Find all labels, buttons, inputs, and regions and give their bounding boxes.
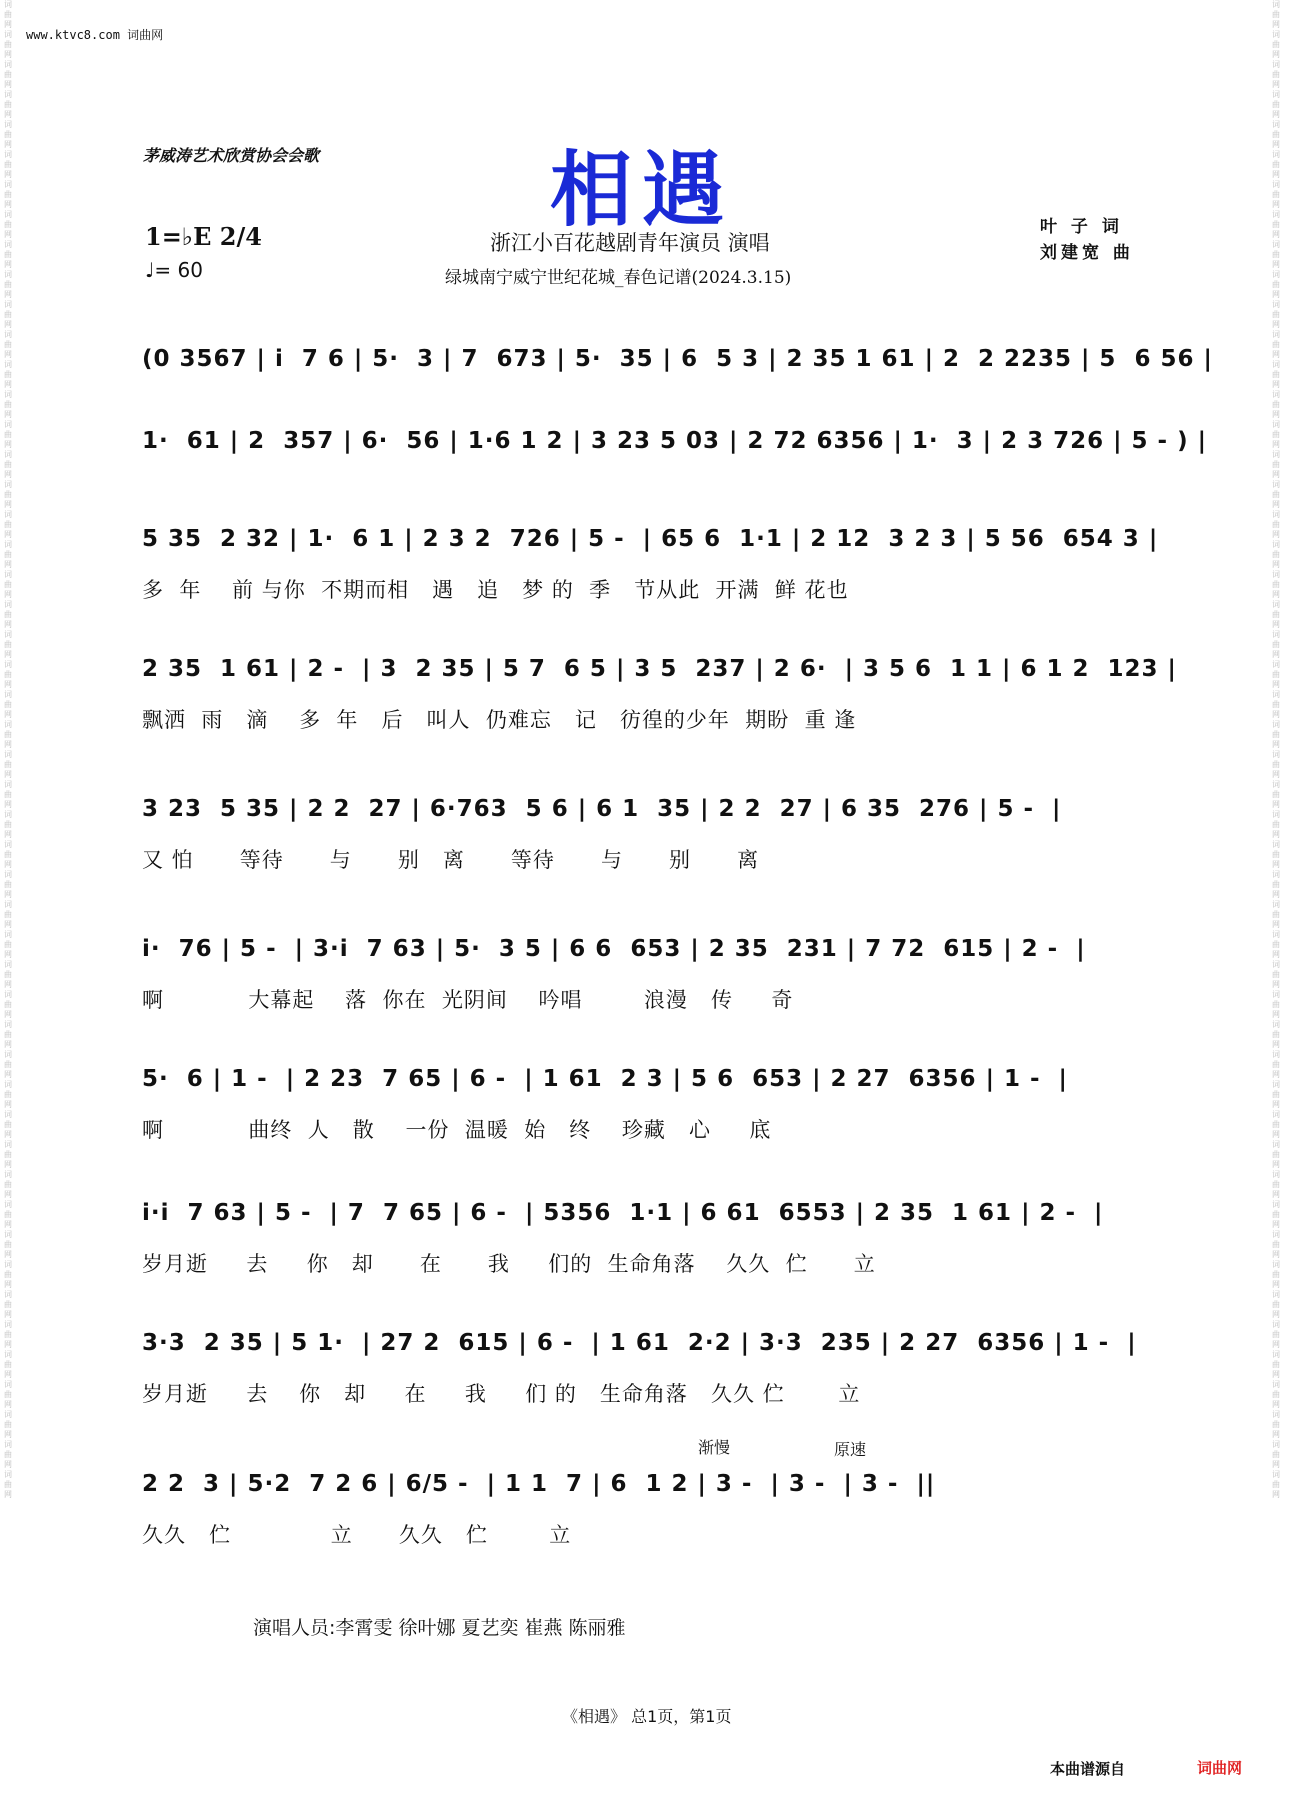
notation-line: 3 23 5 35 | 2 2 27 | 6·763 5 6 | 6 1 35 | 2 2 27 | 6 35 276 | 5 - | [142, 796, 1062, 822]
side-watermark-right: 词曲网词曲网词曲网词曲网词曲网词曲网词曲网词曲网词曲网词曲网词曲网词曲网词曲网词曲网词曲网词曲网词曲网词曲网词曲网词曲网词曲网词曲网词曲网词曲网词曲网词曲网词曲网词曲网词曲网词曲网词曲网词曲网词曲网词曲网词曲网词曲网词曲网词曲网词曲网词曲网词曲网词曲网词曲网词曲网词曲网词曲网词曲网词曲网词曲网词曲网 [1272, 0, 1280, 1499]
notation-line: (0 3567 | i 7 6 | 5· 3 | 7 673 | 5· 35 | 6 5 3 | 2 35 1 61 | 2 2 2235 | 5 6 56 | [142, 346, 1213, 372]
score-row [142, 1330, 1154, 1420]
score-row [142, 526, 1159, 616]
score-row [142, 656, 1177, 746]
song-title: 相遇 [550, 142, 735, 238]
lyrics-line: 久久 伫 立 久久 伫 立 [142, 1523, 572, 1547]
notation-line: i· 76 | 5 - | 3·i 7 63 | 5· 3 5 | 6 6 653 | 2 35 231 | 7 72 615 | 2 - | [142, 936, 1086, 962]
lyrics-line: 飘洒 雨 滴 多 年 后 叫人 仍难忘 记 彷徨的少年 期盼 重 逢 [142, 708, 857, 732]
score-row [142, 796, 1154, 886]
page-footer: 《相遇》 总1页，第1页 [562, 1707, 732, 1726]
notation-line: 5· 6 | 1 - | 2 23 7 65 | 6 - | 1 61 2 3 | 5 6 653 | 2 27 6356 | 1 - | [142, 1066, 1068, 1092]
notation-line: 5 35 2 32 | 1· 6 1 | 2 3 2 726 | 5 - | 65 6 1·1 | 2 12 3 2 3 | 5 56 654 3 | [142, 526, 1159, 552]
site-watermark: www.ktvc8.com 词曲网 [26, 28, 164, 42]
notation-line: 2 35 1 61 | 2 - | 3 2 35 | 5 7 6 5 | 3 5 237 | 2 6· | 3 5 6 1 1 | 6 1 2 123 | [142, 656, 1177, 682]
notation-line: 3·3 2 35 | 5 1· | 27 2 615 | 6 - | 1 61 2·2 | 3·3 235 | 2 27 6356 | 1 - | [142, 1330, 1137, 1356]
singers-line: 演唱人员:李霄雯 徐叶娜 夏艺奕 崔燕 陈丽雅 [253, 1617, 626, 1639]
tempo-mark-slow: 渐慢 [698, 1438, 731, 1457]
lyrics-line: 啊 大幕起 落 你在 光阴间 吟唱 浪漫 传 奇 [142, 988, 794, 1012]
association-label: 茅威涛艺术欣赏协会会歌 [143, 146, 320, 165]
source-site-link[interactable]: 词曲网 [1197, 1759, 1243, 1777]
score-row [142, 1200, 1154, 1290]
tempo-marking: ♩= 60 [145, 258, 203, 282]
lyricist-credit: 叶 子 词 [1040, 217, 1123, 237]
tempo-mark-original: 原速 [834, 1440, 867, 1459]
lyrics-line: 岁月逝 去 你 却 在 我 们的 生命角落 久久 伫 立 [142, 1252, 876, 1276]
score-row [142, 1471, 1154, 1561]
score-row [142, 1066, 1154, 1156]
composer-credit: 刘建宽 曲 [1040, 243, 1134, 263]
source-label: 本曲谱源自 [1050, 1760, 1126, 1778]
score-row [142, 936, 1154, 1026]
notation-line: i·i 7 63 | 5 - | 7 7 65 | 6 - | 5356 1·1 | 6 61 6553 | 2 35 1 61 | 2 - | [142, 1200, 1104, 1226]
notation-line: 1· 61 | 2 357 | 6· 56 | 1·6 1 2 | 3 23 5 03 | 2 72 6356 | 1· 3 | 2 3 726 | 5 - ) | [142, 428, 1207, 454]
lyrics-line: 又 怕 等待 与 别 离 等待 与 别 离 [142, 848, 760, 872]
score-row [142, 346, 1213, 436]
score-row [142, 428, 1207, 518]
lyrics-line: 岁月逝 去 你 却 在 我 们 的 生命角落 久久 伫 立 [142, 1382, 861, 1406]
lyrics-line: 啊 曲终 人 散 一份 温暖 始 终 珍藏 心 底 [142, 1118, 772, 1142]
lyrics-line: 多 年 前 与你 不期而相 遇 追 梦 的 季 节从此 开满 鲜 花也 [142, 578, 849, 602]
notation-line: 2 2 3 | 5·2 7 2 6 | 6/5 - | 1 1 7 | 6 1 2 | 3 - | 3 - | 3 - || [142, 1471, 936, 1497]
side-watermark-left: 词曲网词曲网词曲网词曲网词曲网词曲网词曲网词曲网词曲网词曲网词曲网词曲网词曲网词曲网词曲网词曲网词曲网词曲网词曲网词曲网词曲网词曲网词曲网词曲网词曲网词曲网词曲网词曲网词曲网词曲网词曲网词曲网词曲网词曲网词曲网词曲网词曲网词曲网词曲网词曲网词曲网词曲网词曲网词曲网词曲网词曲网词曲网词曲网词曲网词曲网 [4, 0, 12, 1499]
performers-line: 浙江小百花越剧青年演员 演唱 [490, 231, 770, 255]
key-signature: 1=♭E 2/4 [145, 222, 262, 251]
recording-line: 绿城南宁威宁世纪花城_春色记谱(2024.3.15) [445, 268, 792, 288]
